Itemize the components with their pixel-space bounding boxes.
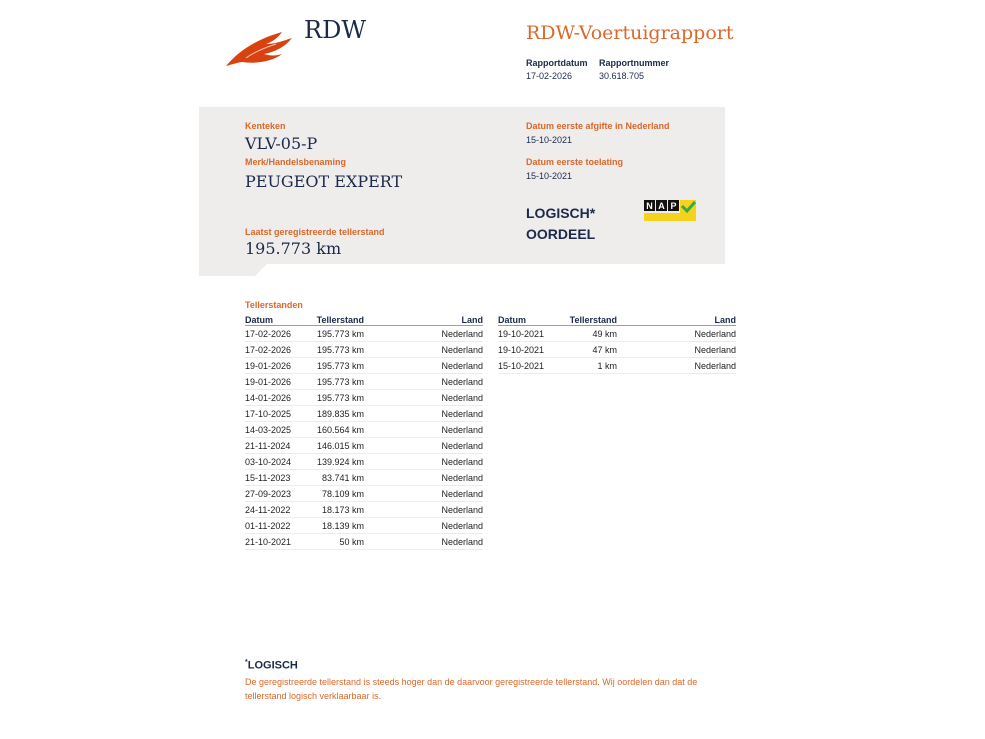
report-title: RDW-Voertuigrapport	[526, 22, 734, 44]
table-row	[245, 470, 483, 486]
verdict-line-1: LOGISCH*	[526, 205, 596, 221]
table-row	[245, 534, 483, 550]
row-land: Nederland	[441, 489, 483, 499]
row-land: Nederland	[441, 441, 483, 451]
tellerstanden-table-right	[498, 315, 736, 374]
verdict-line-2: OORDEEL	[526, 226, 596, 242]
column-header: Land	[714, 315, 736, 325]
row-tellerstand: 195.773 km	[316, 345, 364, 355]
row-datum: 19-10-2021	[498, 345, 545, 355]
row-datum: 17-10-2025	[245, 409, 292, 419]
row-tellerstand: 18.139 km	[321, 521, 364, 531]
row-tellerstand: 195.773 km	[316, 377, 364, 387]
row-tellerstand: 160.564 km	[316, 425, 364, 435]
row-tellerstand: 195.773 km	[316, 361, 364, 371]
toelating-label: Datum eerste toelating	[526, 157, 624, 167]
nap-logo-icon	[644, 200, 696, 221]
row-datum: 19-10-2021	[498, 329, 545, 339]
table-row	[498, 326, 736, 342]
table-row	[245, 422, 483, 438]
row-tellerstand: 18.173 km	[321, 505, 364, 515]
row-tellerstand: 195.773 km	[316, 393, 364, 403]
table-row	[245, 326, 483, 342]
row-datum: 01-11-2022	[245, 521, 291, 531]
column-header: Tellerstand	[316, 315, 364, 325]
row-land: Nederland	[694, 329, 736, 339]
verdict	[526, 203, 595, 245]
table-row	[245, 438, 483, 454]
row-land: Nederland	[441, 521, 483, 531]
footnote-title	[245, 659, 298, 672]
afgifte-label: Datum eerste afgifte in Nederland	[526, 121, 670, 131]
row-datum: 21-11-2024	[245, 441, 291, 451]
rapportdatum-value: 17-02-2026	[526, 71, 573, 81]
row-datum: 14-01-2026	[245, 393, 292, 403]
row-tellerstand: 1 km	[597, 361, 617, 371]
column-header: Datum	[498, 315, 527, 325]
row-land: Nederland	[694, 345, 736, 355]
table-row	[245, 342, 483, 358]
row-land: Nederland	[441, 409, 483, 419]
table-row	[245, 486, 483, 502]
table-row	[245, 374, 483, 390]
kenteken-value: VLV-05-P	[245, 134, 318, 153]
row-land: Nederland	[441, 425, 483, 435]
rapportnummer-value: 30.618.705	[599, 71, 645, 81]
merk-value: PEUGEOT EXPERT	[245, 172, 403, 191]
afgifte-value: 15-10-2021	[526, 135, 573, 145]
row-tellerstand: 50 km	[339, 537, 364, 547]
row-land: Nederland	[441, 345, 483, 355]
table-row	[498, 342, 736, 358]
row-datum: 21-10-2021	[245, 537, 292, 547]
row-tellerstand: 139.924 km	[316, 457, 364, 467]
tellerstand-value: 195.773 km	[245, 239, 342, 258]
row-land: Nederland	[441, 329, 483, 339]
row-datum: 03-10-2024	[245, 457, 292, 467]
table-header	[498, 315, 736, 326]
row-tellerstand: 195.773 km	[316, 329, 364, 339]
row-datum: 14-03-2025	[245, 425, 292, 435]
brand-name: RDW	[304, 16, 366, 44]
column-header: Land	[461, 315, 483, 325]
nap-letter-p: P	[670, 201, 677, 211]
table-row	[498, 358, 736, 374]
row-tellerstand: 83.741 km	[321, 473, 364, 483]
column-header: Tellerstand	[569, 315, 617, 325]
table-row	[245, 502, 483, 518]
rapportdatum-label: Rapportdatum	[526, 58, 588, 68]
row-datum: 19-01-2026	[245, 361, 292, 371]
row-datum: 17-02-2026	[245, 345, 292, 355]
row-tellerstand: 146.015 km	[316, 441, 364, 451]
footnote-asterisk: *	[245, 659, 248, 666]
row-datum: 17-02-2026	[245, 329, 292, 339]
row-tellerstand: 78.109 km	[321, 489, 364, 499]
row-land: Nederland	[441, 377, 483, 387]
row-datum: 19-01-2026	[245, 377, 292, 387]
footnote-text: De geregistreerde tellerstand is steeds hoger dan de daarvoor geregistreerde tellerstand. Wij oordelen dan dat de tellerstand logisch verklaarbaar is.	[245, 677, 698, 701]
panel-notch-decoration	[199, 262, 269, 276]
row-tellerstand: 189.835 km	[316, 409, 364, 419]
row-land: Nederland	[441, 473, 483, 483]
row-land: Nederland	[441, 361, 483, 371]
table-row	[245, 358, 483, 374]
table-row	[245, 454, 483, 470]
row-land: Nederland	[441, 537, 483, 547]
row-datum: 15-11-2023	[245, 473, 291, 483]
table-row	[245, 518, 483, 534]
table-row	[245, 390, 483, 406]
row-land: Nederland	[441, 393, 483, 403]
row-land: Nederland	[441, 457, 483, 467]
kenteken-label: Kenteken	[245, 121, 286, 131]
nap-letter-n: N	[646, 201, 653, 211]
table-header	[245, 315, 483, 326]
tellerstanden-title: Tellerstanden	[245, 300, 303, 310]
rdw-logo-icon	[224, 30, 296, 70]
row-tellerstand: 49 km	[592, 329, 617, 339]
footnote-title-text: LOGISCH	[247, 659, 298, 672]
row-land: Nederland	[441, 505, 483, 515]
toelating-value: 15-10-2021	[526, 171, 573, 181]
column-header: Datum	[245, 315, 274, 325]
merk-label: Merk/Handelsbenaming	[245, 157, 347, 167]
tellerstanden-table-left	[245, 315, 483, 550]
row-datum: 24-11-2022	[245, 505, 291, 515]
row-datum: 15-10-2021	[498, 361, 545, 371]
nap-letter-a: A	[658, 201, 665, 211]
row-datum: 27-09-2023	[245, 489, 292, 499]
rapportnummer-label: Rapportnummer	[599, 58, 670, 68]
tellerstand-label: Laatst geregistreerde tellerstand	[245, 227, 385, 237]
row-tellerstand: 47 km	[592, 345, 617, 355]
row-land: Nederland	[694, 361, 736, 371]
table-row	[245, 406, 483, 422]
